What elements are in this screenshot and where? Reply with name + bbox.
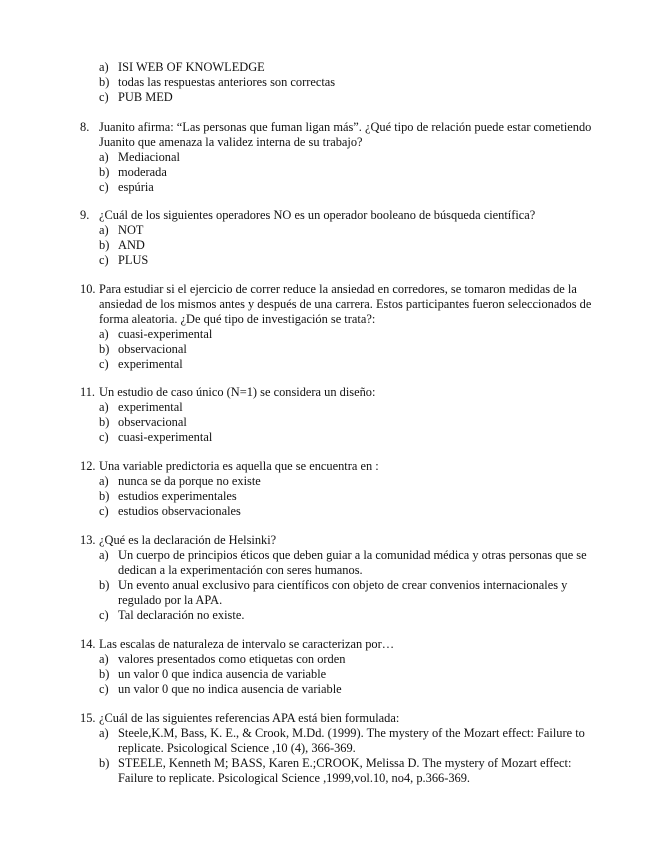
option-c: c) Tal declaración no existe. <box>99 608 245 622</box>
question-text: ¿Qué es la declaración de Helsinki? <box>99 533 277 547</box>
question-15 <box>80 711 600 786</box>
question-number: 8. <box>80 120 90 134</box>
option-b: b) moderada <box>99 165 167 179</box>
question-stem <box>80 533 600 548</box>
option-a: a) Mediacional <box>99 150 180 164</box>
option-c: c) estudios observacionales <box>99 504 241 518</box>
option-c: c) PUB MED <box>99 90 173 104</box>
option-b: b) STEELE, Kenneth M; BASS, Karen E.;CROOK, Melissa D. The mystery of Mozart effect: Failure to replicate. Psicological Science ,1999,vol.10, no4, p.366-369. <box>99 756 572 785</box>
question-stem <box>80 711 600 726</box>
question-number: 15. <box>80 711 96 725</box>
option-b: b) Un evento anual exclusivo para científicos con objeto de crear convenios internacionales y regulado por la APA. <box>99 578 568 607</box>
option-c: c) cuasi-experimental <box>99 430 213 444</box>
question-13 <box>80 533 600 623</box>
question-11 <box>80 385 600 445</box>
question-text: Juanito afirma: “Las personas que fuman ligan más”. ¿Qué tipo de relación puede estar cometiendo Juanito que amenaza la validez interna de su trabajo? <box>99 120 592 149</box>
option-a: a) Un cuerpo de principios éticos que deben guiar a la comunidad médica y otras personas que se dedican a la experimentación con seres humanos. <box>99 548 587 577</box>
question-8 <box>80 120 600 195</box>
question-stem <box>80 385 600 400</box>
option-c: c) espúria <box>99 180 154 194</box>
option-c: c) experimental <box>99 357 183 371</box>
question-number: 10. <box>80 282 96 296</box>
question-7-continued <box>80 60 600 105</box>
question-12 <box>80 459 600 519</box>
option-b: b) estudios experimentales <box>99 489 237 503</box>
option-c: c) PLUS <box>99 253 149 267</box>
question-stem <box>80 208 600 223</box>
question-number: 9. <box>80 208 90 222</box>
question-text: Para estudiar si el ejercicio de correr reduce la ansiedad en corredores, se tomaron medidas de la ansiedad de los mismos antes y después de una carrera. Estos participantes fueron seleccionados de forma aleatoria. ¿De qué tipo de investigación se trata?: <box>99 282 592 326</box>
option-a: a) ISI WEB OF KNOWLEDGE <box>99 60 265 74</box>
question-10 <box>80 282 600 372</box>
question-text: Una variable predictoria es aquella que se encuentra en : <box>99 459 379 473</box>
question-9 <box>80 208 600 268</box>
question-number: 11. <box>80 385 96 399</box>
question-text: ¿Cuál de los siguientes operadores NO es un operador booleano de búsqueda científica? <box>99 208 536 222</box>
option-c: c) un valor 0 que no indica ausencia de variable <box>99 682 342 696</box>
question-number: 14. <box>80 637 96 651</box>
question-number: 12. <box>80 459 96 473</box>
question-text: ¿Cuál de las siguientes referencias APA está bien formulada: <box>99 711 400 725</box>
question-text: Un estudio de caso único (N=1) se considera un diseño: <box>99 385 376 399</box>
option-b: b) AND <box>99 238 145 252</box>
question-stem <box>80 637 600 652</box>
option-a: a) NOT <box>99 223 144 237</box>
question-stem <box>80 459 600 474</box>
question-stem <box>80 120 600 150</box>
option-b: b) un valor 0 que indica ausencia de variable <box>99 667 327 681</box>
question-stem <box>80 282 600 327</box>
option-b: b) todas las respuestas anteriores son correctas <box>99 75 336 89</box>
question-14 <box>80 637 600 697</box>
option-b: b) observacional <box>99 342 187 356</box>
question-number: 13. <box>80 533 96 547</box>
option-a: a) experimental <box>99 400 183 414</box>
option-a: a) nunca se da porque no existe <box>99 474 261 488</box>
option-a: a) valores presentados como etiquetas con orden <box>99 652 346 666</box>
option-a: a) Steele,K.M, Bass, K. E., & Crook, M.Dd. (1999). The mystery of the Mozart effect: Failure to replicate. Psicological Science ,10 (4), 366-369. <box>99 726 585 755</box>
option-a: a) cuasi-experimental <box>99 327 213 341</box>
option-b: b) observacional <box>99 415 187 429</box>
question-text: Las escalas de naturaleza de intervalo se caracterizan por… <box>99 637 395 651</box>
